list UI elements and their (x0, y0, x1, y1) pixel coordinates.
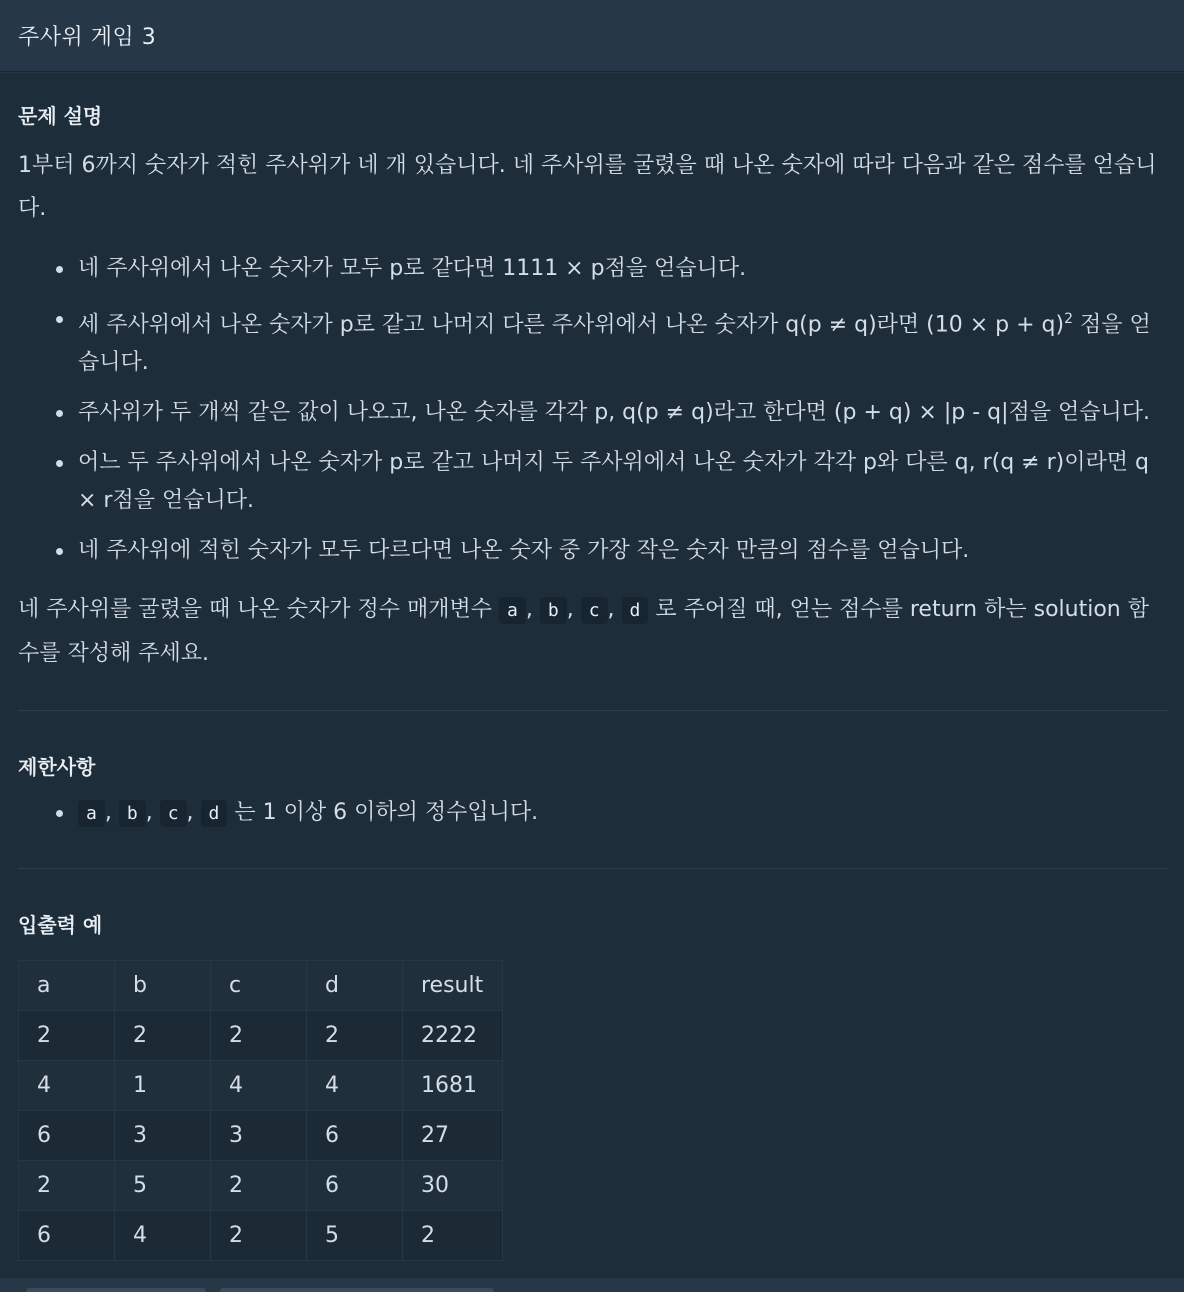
table-cell: 2 (115, 1011, 211, 1061)
table-cell: 2 (211, 1011, 307, 1061)
list-item: 네 주사위에 적힌 숫자가 모두 다르다면 나온 숫자 중 가장 작은 숫자 만큼의 점수를 얻습니다. (18, 532, 1168, 570)
table-cell: 1 (115, 1061, 211, 1111)
table-cell: 2 (403, 1211, 503, 1261)
description-intro: 1부터 6까지 숫자가 적힌 주사위가 네 개 있습니다. 네 주사위를 굴렸을 때 나온 숫자에 따라 다음과 같은 점수를 얻습니다. (18, 153, 1157, 221)
constraints-title: 제한사항 (18, 755, 96, 780)
table-cell: 4 (211, 1061, 307, 1111)
table-cell: 6 (307, 1161, 403, 1211)
examples-title: 입출력 예 (18, 913, 103, 938)
table-cell: 3 (115, 1111, 211, 1161)
bottom-tab[interactable] (220, 1288, 494, 1292)
problem-header (0, 0, 1184, 72)
problem-content[interactable] (0, 73, 1184, 1279)
param-code: a (78, 800, 105, 827)
problem-title: 주사위 게임 3 (18, 25, 157, 50)
param-code: b (540, 597, 567, 624)
table-cell: 4 (307, 1061, 403, 1111)
table-row (19, 1061, 503, 1111)
table-row (19, 1161, 503, 1211)
list-item: 어느 두 주사위에서 나온 숫자가 p로 같고 나머지 두 주사위에서 나온 숫자가 각각 p와 다른 q, r(q ≠ r)이라면 q × r점을 얻습니다. (18, 444, 1168, 520)
table-cell: 5 (307, 1211, 403, 1261)
table-cell: 6 (307, 1111, 403, 1161)
column-header: result (403, 961, 503, 1011)
param-code: a (499, 597, 526, 624)
param-code: d (201, 800, 228, 827)
table-cell: 4 (115, 1211, 211, 1261)
table-cell: 1681 (403, 1061, 503, 1111)
section-divider (18, 710, 1168, 711)
param-code: c (160, 800, 187, 827)
param-code: d (622, 597, 649, 624)
list-item: 주사위가 두 개씩 같은 값이 나오고, 나온 숫자를 각각 p, q(p ≠ q)라고 한다면 (p + q) × |p - q|점을 얻습니다. (18, 394, 1168, 432)
table-cell: 2 (211, 1211, 307, 1261)
table-cell: 6 (19, 1111, 115, 1161)
list-item: 네 주사위에서 나온 숫자가 모두 p로 같다면 1111 × p점을 얻습니다. (18, 250, 1168, 288)
table-cell: 2222 (403, 1011, 503, 1061)
description-title: 문제 설명 (18, 104, 103, 128)
table-cell: 2 (19, 1011, 115, 1061)
table-cell: 2 (19, 1161, 115, 1211)
constraints-list (18, 794, 1168, 833)
table-cell: 5 (115, 1161, 211, 1211)
table-cell: 27 (403, 1111, 503, 1161)
table-cell: 4 (19, 1061, 115, 1111)
column-header: a (19, 961, 115, 1011)
rules-list (18, 250, 1168, 570)
column-header: c (211, 961, 307, 1011)
superscript: 2 (1064, 311, 1074, 327)
param-code: c (581, 597, 608, 624)
table-cell: 3 (211, 1111, 307, 1161)
table-row (19, 1211, 503, 1261)
column-header: b (115, 961, 211, 1011)
examples-table (18, 960, 503, 1261)
table-header-row (19, 961, 503, 1011)
table-row (19, 1111, 503, 1161)
column-header: d (307, 961, 403, 1011)
table-cell: 2 (211, 1161, 307, 1211)
list-item: 세 주사위에서 나온 숫자가 p로 같고 나머지 다른 주사위에서 나온 숫자가 q(p ≠ q)라면 $(10 \times p + q)^2$ 점을 얻습니다. (18, 300, 1168, 382)
bottom-tab[interactable] (26, 1288, 206, 1292)
table-row (19, 1011, 503, 1061)
param-code: b (119, 800, 146, 827)
description-closing: 네 주사위를 굴렸을 때 나온 숫자가 정수 매개변수 a , b , c , d 로 주어질 때, 얻는 점수를 return 하는 solution 함수를 작성해 주세요. (18, 597, 1149, 667)
table-cell: 2 (307, 1011, 403, 1061)
list-item: a , b , c , d 는 1 이상 6 이하의 정수입니다. (18, 794, 1168, 833)
table-cell: 30 (403, 1161, 503, 1211)
section-divider (18, 868, 1168, 869)
table-cell: 6 (19, 1211, 115, 1261)
bottom-tab-bar (0, 1278, 1184, 1292)
